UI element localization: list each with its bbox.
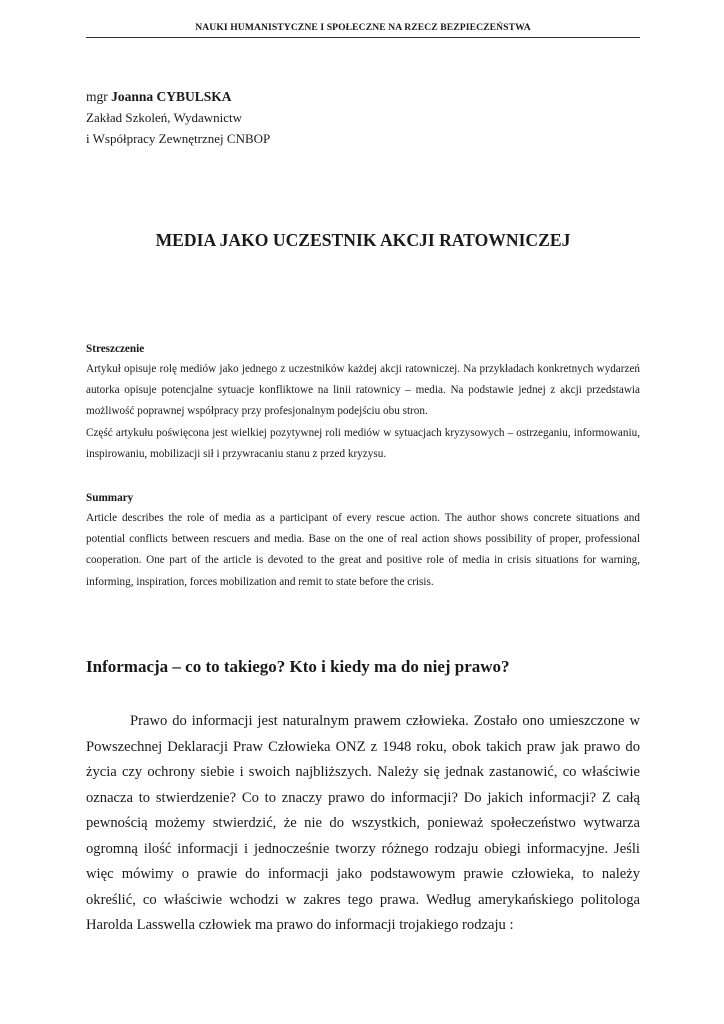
section-paragraph: Prawo do informacji jest naturalnym prawem człowieka. Zostało ono umieszczone w Powszechnej Deklaracji Praw Człowieka ONZ z 1948 roku, obok takich praw jak prawo do życia czy ochrony siebie i swoich najbliższych. Należy się jednak zastanowić, co właściwie oznacza to stwierdzenie? Co to znaczy prawo do informacji? Do jakich informacji? Z całą pewnością możemy stwierdzić, że nie do wszystkich, ponieważ społeczeństwo wytwarza ogromną ilość informacji i jednocześnie tworzy różnego rodzaju obiegi informacyjne. Jeśli więc mówimy o prawie do informacji jako podstawowym prawie człowieka, to należy określić, co właściwie wchodzi w zakres tego prawa. Według amerykańskiego politologa Harolda Lasswella człowiek ma prawo do informacji trojakiego rodzaju :: [86, 713, 640, 933]
abstract-pl-paragraph-1: Artykuł opisuje rolę mediów jako jednego z uczestników każdej akcji ratowniczej. Na przykładach konkretnych wydarzeń autorka opisuje potencjalne sytuacje konfliktowe na linii ratownicy – media. Na podstawie jednej z akcji przedstawia możliwość poprawnej współpracy przy profesjonalnym podejściu obu stron.: [86, 363, 640, 418]
author-block: [86, 86, 270, 149]
author-name-line: [86, 86, 270, 107]
abstract-pl-paragraph-2: Część artykułu poświęcona jest wielkiej pozytywnej roli mediów w sytuacjach kryzysowych – ostrzeganiu, informowaniu, inspirowaniu, mobilizacji sił i przywracaniu stanu z przed kryzysu.: [86, 426, 640, 460]
abstract-en-paragraph: Article describes the role of media as a participant of every rescue action. The author shows concrete situations and potential conflicts between rescuers and media. Base on the one of real action shows possibility of proper, professional cooperation. One part of the article is devoted to the great and positive role of media in crisis situations for warning, informing, inspiration, forces mobilization and remit to state before the crisis.: [86, 512, 640, 588]
abstract-en: [86, 490, 640, 593]
abstract-pl-heading: Streszczenie: [86, 343, 145, 355]
author-affiliation-line2: i Współpracy Zewnętrznej CNBOP: [86, 131, 271, 146]
article-title: MEDIA JAKO UCZESTNIK AKCJI RATOWNICZEJ: [155, 230, 571, 250]
abstract-en-heading: Summary: [86, 492, 134, 504]
section-heading: Informacja – co to takiego? Kto i kiedy ma do niej prawo?: [86, 657, 510, 676]
running-header: NAUKI HUMANISTYCZNE I SPOŁECZNE NA RZECZ BEZPIECZEŃSTWA: [195, 22, 531, 33]
author-name: Joanna CYBULSKA: [111, 89, 232, 104]
header-rule: [86, 37, 640, 38]
abstract-pl: [86, 341, 640, 465]
author-prefix: mgr: [86, 89, 108, 104]
author-affiliation-line1: Zakład Szkoleń, Wydawnictw: [86, 110, 243, 125]
